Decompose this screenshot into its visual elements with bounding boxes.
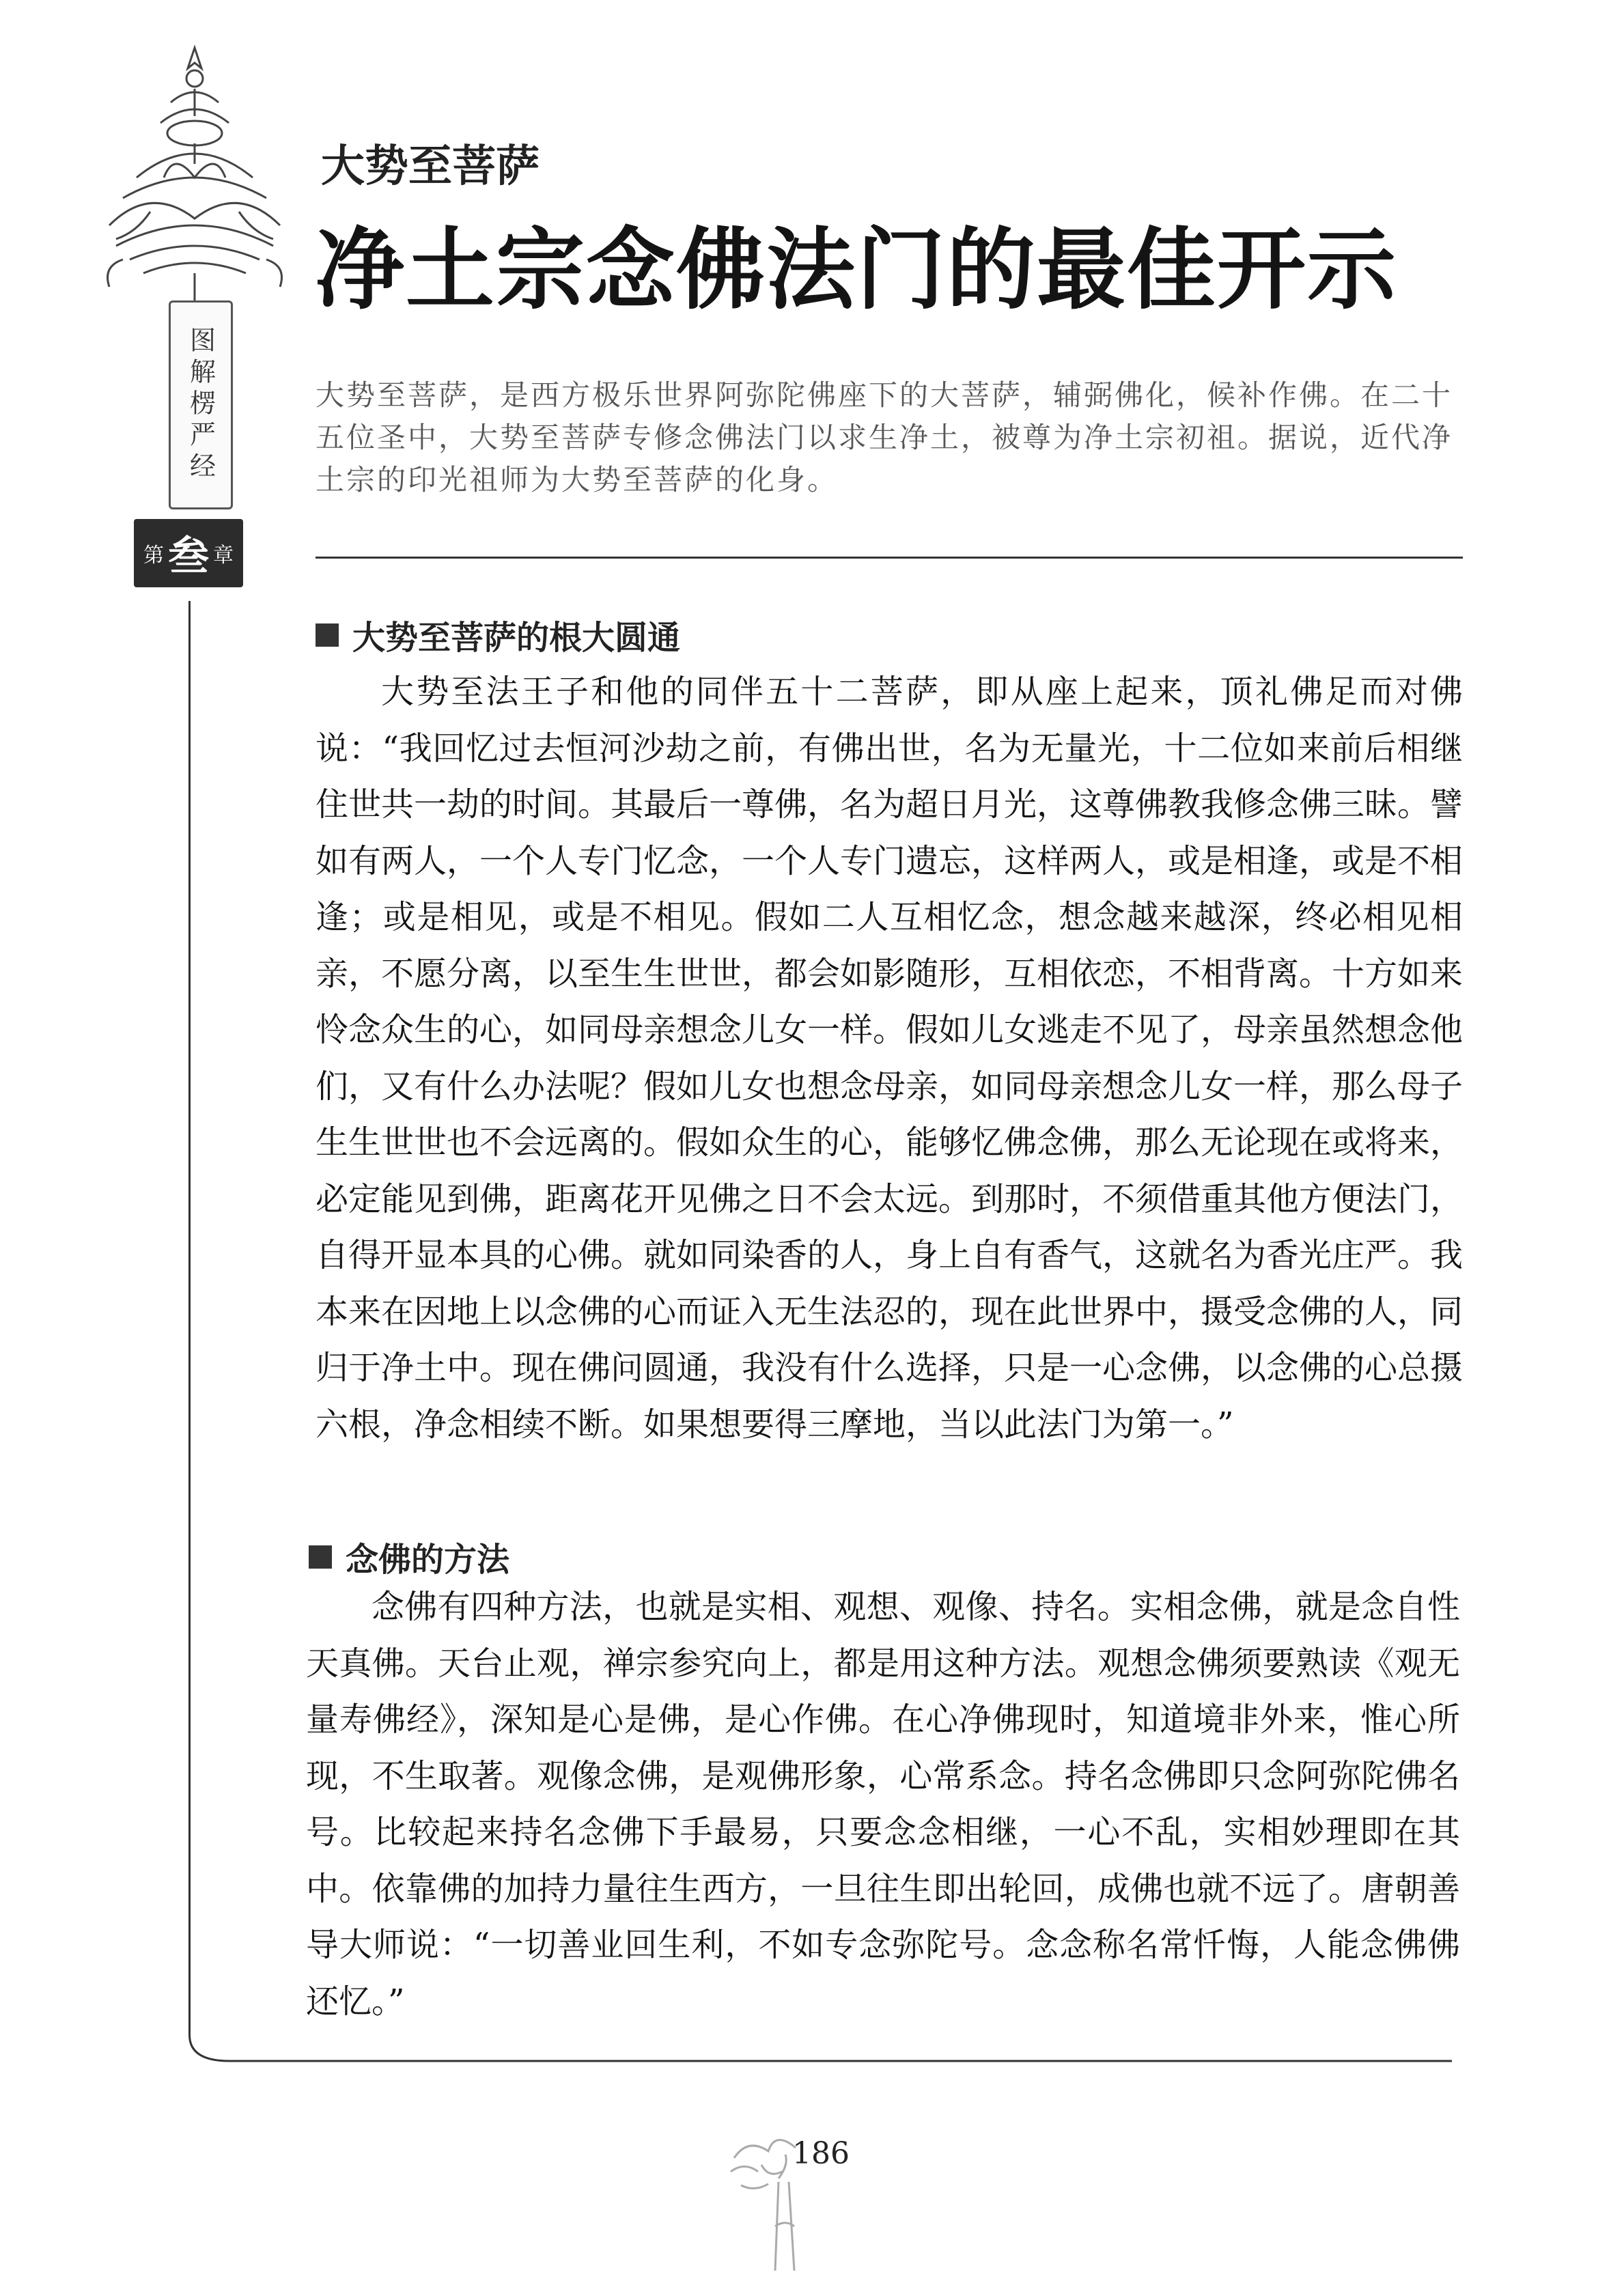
left-margin-rule — [188, 601, 191, 2035]
square-bullet-icon — [309, 1545, 332, 1569]
lotus-vajra-ornament-icon — [96, 41, 294, 314]
section-body: 大势至法王子和他的同伴五十二菩萨，即从座上起来，顶礼佛足而对佛说：“我回忆过去恒河沙劫之前，有佛出世，名为无量光，十二位如来前后相继住世共一劫的时间。其最后一尊佛，名为超日月光，这尊佛教我修念佛三昧。譬如有两人，一个人专门忆念，一个人专门遗忘，这样两人，或是相逢，或是不相逢；或是相见，或是不相见。假如二人互相忆念，想念越来越深，终必相见相亲，不愿分离，以至生生世世，都会如影随形，互相依恋，不相背离。十方如来怜念众生的心，如同母亲想念儿女一样。假如儿女逃走不见了，母亲虽然想念他们，又有什么办法呢？假如儿女也想念母亲，如同母亲想念儿女一样，那么母子生生世世也不会远离的。假如众生的心，能够忆佛念佛，那么无论现在或将来，必定能见到佛，距离花开见佛之日不会太远。到那时，不须借重其他方便法门，自得开显本具的心佛。就如同染香的人，身上自有香气，这就名为香光庄严。我本来在因地上以念佛的心而证入无生法忍的，现在此世界中，摄受念佛的人，同归于净土中。现在佛问圆通，我没有什么选择，只是一心念佛，以念佛的心总摄六根，净念相续不断。如果想要得三摩地，当以此法门为第一。” — [316, 673, 1464, 1444]
section-body: 念佛有四种方法，也就是实相、观想、观像、持名。实相念佛，就是念自性天真佛。天台止观，禅宗参究向上，都是用这种方法。观想念佛须要熟读《观无量寿佛经》，深知是心是佛，是心作佛。在心净佛现时，知道境非外来，惟心所现，不生取著。观像念佛，是观佛形象，心常系念。持名念佛即只念阿弥陀佛名号。比较起来持名念佛下手最易，只要念念相继，一心不乱，实相妙理即在其中。依靠佛的加持力量往生西方，一旦往生即出轮回，成佛也就不远了。唐朝善导大师说：“一切善业回生利，不如专念弥陀号。念念称名常忏悔，人能念佛佛还忆。” — [306, 1588, 1460, 2021]
chapter-suffix: 章 — [213, 544, 234, 567]
series-label-box — [169, 300, 233, 509]
article-title: 净土宗念佛法门的最佳开示 — [316, 218, 1398, 322]
page-number: 186 — [792, 2136, 850, 2171]
article-subtitle: 大势至菩萨 — [321, 141, 540, 192]
intro-divider — [316, 557, 1463, 559]
section-heading — [316, 611, 680, 658]
series-label: 图解楞严经 — [185, 326, 216, 483]
square-bullet-icon — [316, 623, 339, 647]
section-heading-text: 念佛的方法 — [346, 1541, 510, 1579]
chapter-tab — [134, 519, 243, 587]
section-heading — [309, 1533, 509, 1580]
section-heading-text: 大势至菩萨的根大圆通 — [352, 619, 681, 657]
chapter-number: 叁 — [168, 533, 209, 580]
intro-paragraph: 大势至菩萨，是西方极乐世界阿弥陀佛座下的大菩萨，辅弼佛化，候补作佛。在二十五位圣中，大势至菩萨专修念佛法门以求生净土，被尊为净土宗初祖。据说，近代净土宗的印光祖师为大势至菩萨的化身。 — [316, 378, 1453, 496]
bottom-frame-curve — [188, 2021, 1452, 2076]
chapter-prefix: 第 — [143, 544, 164, 567]
